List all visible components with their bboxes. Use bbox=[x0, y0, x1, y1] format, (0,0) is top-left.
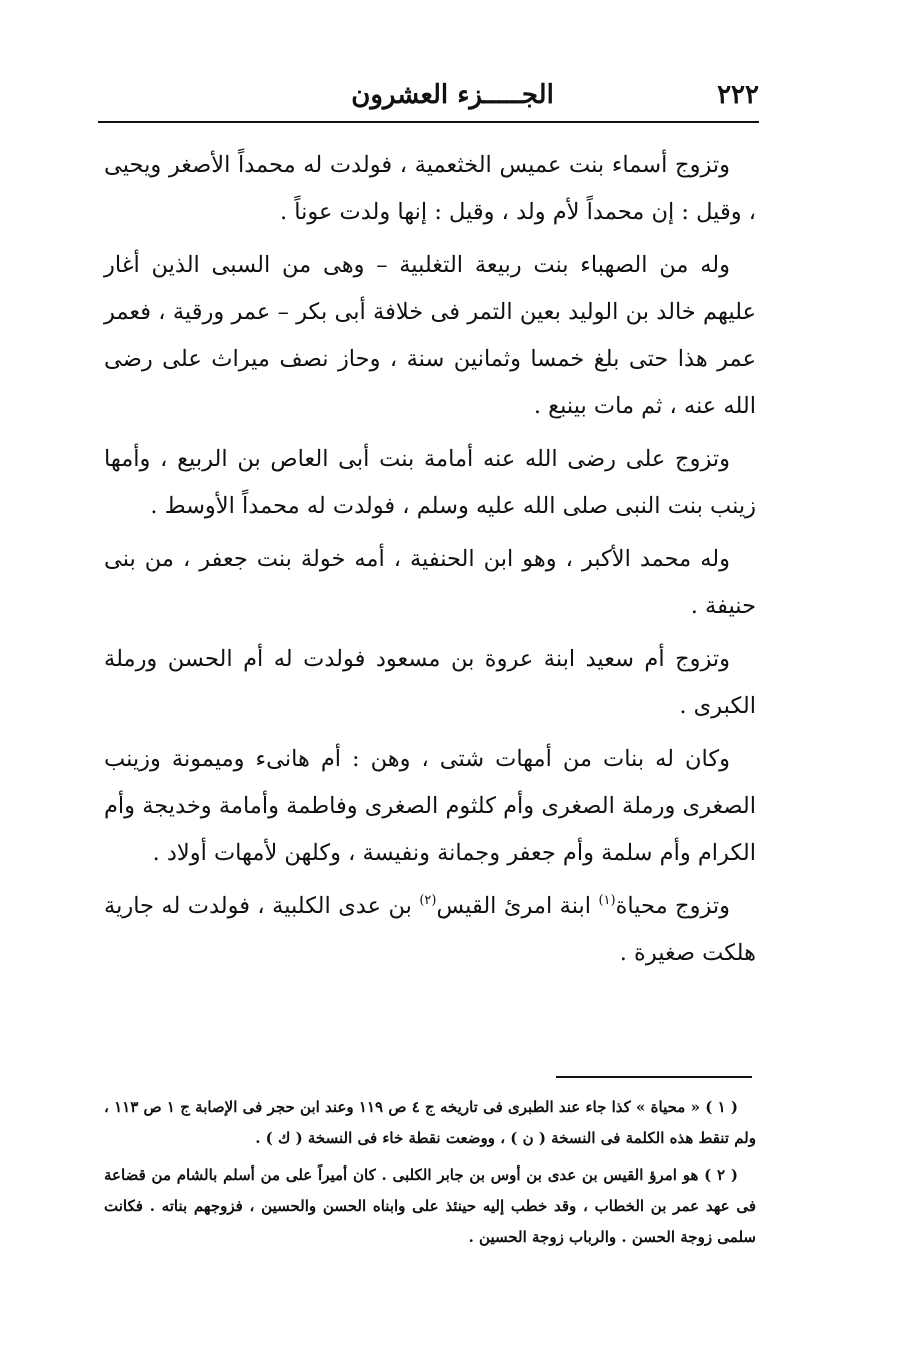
running-title: الجـــــزء العشرون bbox=[351, 80, 554, 110]
paragraph-umama: وتزوج على رضى الله عنه أمامة بنت أبى العاص بن الربيع ، وأمها زينب بنت النبى صلى الله عليه وسلم ، فولدت له محمداً الأوسط . bbox=[104, 446, 756, 519]
paragraph-muhayyat: وتزوج محياة$^{(١)}$ ابنة امرئ القيس$^{(٢)}$ بن عدى الكلبية ، فولدت له جارية هلكت صغيرة . bbox=[104, 893, 756, 966]
paragraph-hanafiyya: وله محمد الأكبر ، وهو ابن الحنفية ، أمه خولة بنت جعفر ، من بنى حنيفة . bbox=[104, 546, 756, 619]
footnote-separator bbox=[556, 1076, 752, 1078]
paragraph-sahba: وله من الصهباء بنت ربيعة التغلبية – وهى من السبى الذين أغار عليهم خالد بن الوليد بعين التمر فى خلافة أبى بكر – عمر ورقية ، فعمر عمر هذا حتى بلغ خمسا وثمانين سنة ، وحاز نصف ميراث على رضى الله عنه ، ثم مات بينبع . bbox=[104, 252, 756, 419]
footnote-1: ( ١ ) « محياة » كذا جاء عند الطبرى فى تاريخه ج ٤ ص ١١٩ وعند ابن حجر فى الإصابة ج ١ ص ١١٣ ، ولم تنقط هذه الكلمة فى النسخة ( ن ) ، ووضعت نقطة خاء فى النسخة ( ك ) . bbox=[104, 1098, 756, 1147]
main-text bbox=[104, 142, 756, 983]
footnotes bbox=[104, 1092, 756, 1259]
page-header bbox=[98, 72, 759, 118]
paragraph-umm-said: وتزوج أم سعيد ابنة عروة بن مسعود فولدت له أم الحسن ورملة الكبرى . bbox=[104, 646, 756, 719]
page-number: ٢٢٢ bbox=[717, 80, 759, 110]
footnote-reference-2: (٢) bbox=[419, 893, 437, 908]
footnote-reference-1: (١) bbox=[598, 893, 616, 908]
header-rule bbox=[98, 121, 759, 123]
paragraph-asma: وتزوج أسماء بنت عميس الخثعمية ، فولدت له محمداً الأصغر ويحيى ، وقيل : إن محمداً لأم ولد ، وقيل : إنها ولدت عوناً . bbox=[104, 152, 756, 225]
footnote-2: ( ٢ ) هو امرؤ القيس بن عدى بن أوس بن جابر الكلبى . كان أميراً على من أسلم بالشام من قضاعة فى عهد عمر بن الخطاب ، وقد خطب إليه حينئذ على وابناه الحسن والحسين ، فزوجهم بناته . فكانت سلمى زوجة الحسن . والرباب زوجة الحسين . bbox=[104, 1166, 756, 1246]
paragraph-daughters: وكان له بنات من أمهات شتى ، وهن : أم هانىء وميمونة وزينب الصغرى ورملة الصغرى وأم كلثوم الصغرى وفاطمة وأمامة وخديجة وأم الكرام وأم سلمة وأم جعفر وجمانة ونفيسة ، وكلهن لأمهات أولاد . bbox=[104, 746, 756, 866]
